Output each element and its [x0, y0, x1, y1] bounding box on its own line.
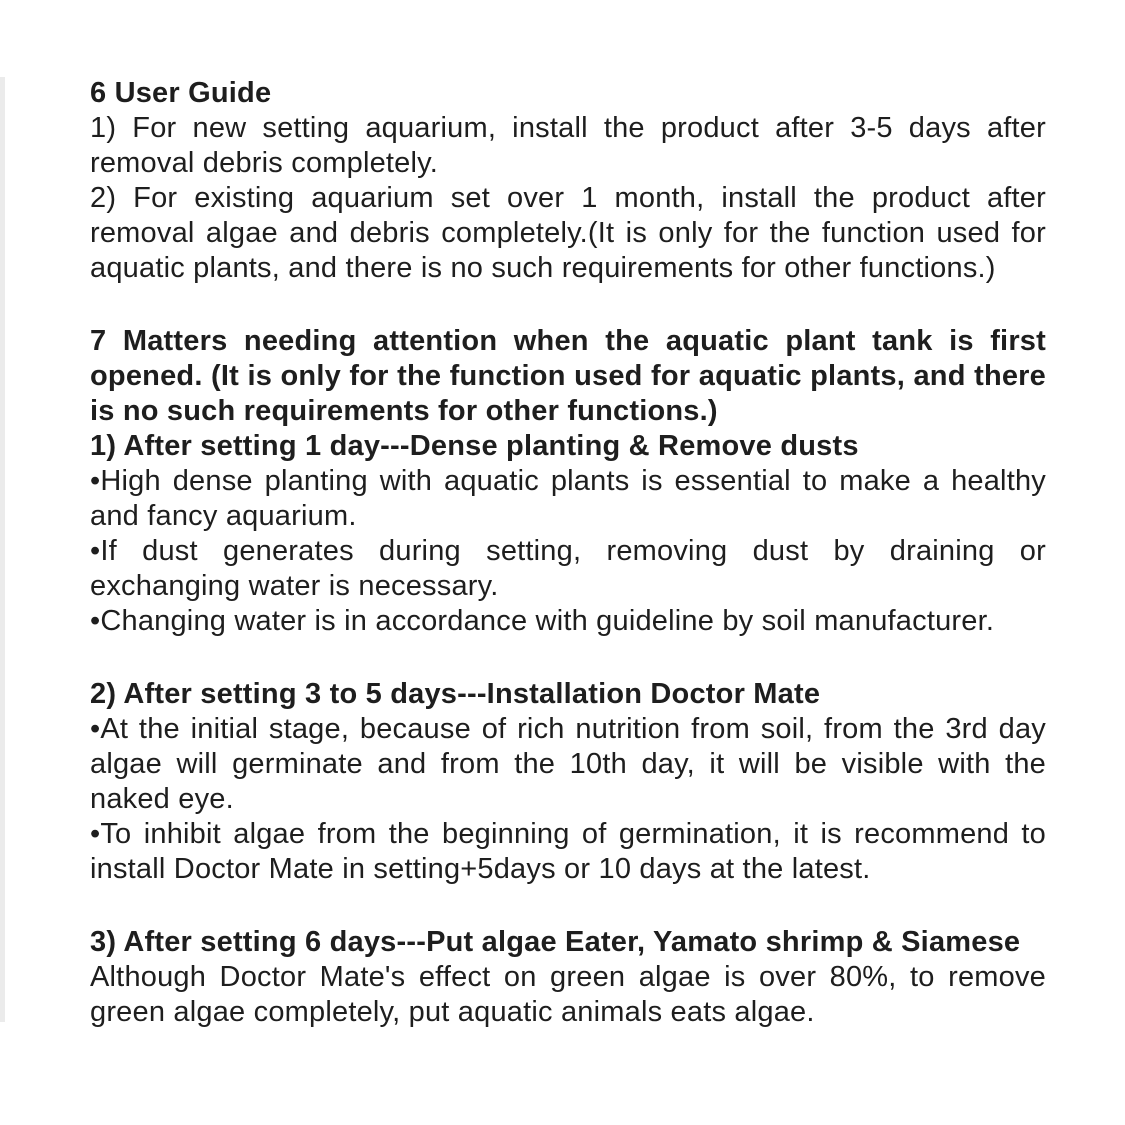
subsection-1-bullet-2: •If dust generates during setting, removing dust by draining or exchanging water is necessary.: [90, 535, 1046, 602]
section-6-paragraph-1: 1) For new setting aquarium, install the product after 3-5 days after removal debris completely.: [90, 112, 1046, 179]
page-edge-shadow: [0, 77, 5, 1022]
section-7-heading: 7 Matters needing attention when the aquatic plant tank is first opened. (It is only for the function used for aquatic plants, and there is no such requirements for other functions.): [90, 325, 1046, 427]
section-6-heading: 6 User Guide: [90, 77, 272, 109]
subsection-3-paragraph: Although Doctor Mate's effect on green algae is over 80%, to remove green algae completely, put aquatic animals eats algae.: [90, 961, 1046, 1028]
subsection-1-bullet-3: •Changing water is in accordance with guideline by soil manufacturer.: [90, 605, 995, 637]
section-6-paragraph-2: 2) For existing aquarium set over 1 month, install the product after removal algae and debris completely.(It is only for the function used for aquatic plants, and there is no such requirements for other functions.): [90, 182, 1046, 284]
document-body: [90, 76, 1046, 1030]
subsection-2-bullet-2: •To inhibit algae from the beginning of germination, it is recommend to install Doctor Mate in setting+5days or 10 days at the latest.: [90, 818, 1046, 885]
subsection-2-bullet-1: •At the initial stage, because of rich nutrition from soil, from the 3rd day algae will germinate and from the 10th day, it will be visible with the naked eye.: [90, 713, 1046, 815]
subsection-1-heading: 1) After setting 1 day---Dense planting & Remove dusts: [90, 430, 859, 462]
subsection-1-bullet-1: •High dense planting with aquatic plants is essential to make a healthy and fancy aquarium.: [90, 465, 1046, 532]
subsection-3-heading: 3) After setting 6 days---Put algae Eater, Yamato shrimp & Siamese: [90, 926, 1021, 958]
subsection-2-heading: 2) After setting 3 to 5 days---Installation Doctor Mate: [90, 678, 821, 710]
